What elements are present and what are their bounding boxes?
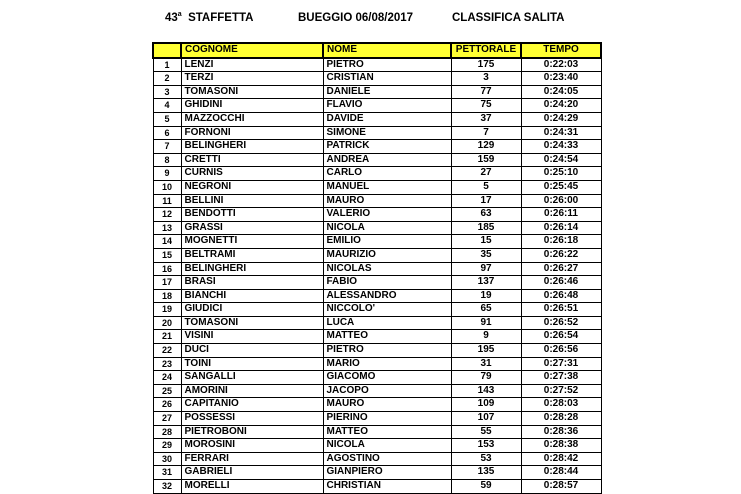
table-row	[153, 398, 601, 412]
tempo-cell: 0:28:57	[521, 480, 601, 494]
nome-cell: PIETRO	[323, 344, 451, 358]
cognome-cell: MORELLI	[181, 480, 323, 494]
table-row	[153, 221, 601, 235]
table-row	[153, 452, 601, 466]
tempo-header: TEMPO	[521, 43, 601, 58]
tempo-cell: 0:24:31	[521, 126, 601, 140]
results-table	[152, 42, 602, 494]
tempo-cell: 0:26:22	[521, 248, 601, 262]
tempo-cell: 0:26:00	[521, 194, 601, 208]
position-cell: 4	[153, 99, 181, 113]
position-cell: 32	[153, 480, 181, 494]
tempo-cell: 0:22:03	[521, 58, 601, 72]
position-cell: 22	[153, 344, 181, 358]
tempo-cell: 0:25:10	[521, 167, 601, 181]
tempo-cell: 0:24:54	[521, 153, 601, 167]
nome-cell: CARLO	[323, 167, 451, 181]
pettorale-cell: 7	[451, 126, 521, 140]
pettorale-cell: 109	[451, 398, 521, 412]
pettorale-cell: 35	[451, 248, 521, 262]
cognome-cell: CRETTI	[181, 153, 323, 167]
pettorale-cell: 15	[451, 235, 521, 249]
cognome-cell: PIETROBONI	[181, 425, 323, 439]
position-cell: 14	[153, 235, 181, 249]
tempo-cell: 0:26:56	[521, 344, 601, 358]
pettorale-header: PETTORALE	[451, 43, 521, 58]
cognome-cell: BELINGHERI	[181, 140, 323, 154]
pettorale-cell: 19	[451, 289, 521, 303]
table-row	[153, 384, 601, 398]
position-cell: 21	[153, 330, 181, 344]
position-cell: 28	[153, 425, 181, 439]
nome-cell: EMILIO	[323, 235, 451, 249]
position-cell: 10	[153, 180, 181, 194]
edition-number: 43	[165, 12, 178, 24]
results-sheet	[152, 42, 602, 494]
cognome-cell: CURNIS	[181, 167, 323, 181]
tempo-cell: 0:24:29	[521, 112, 601, 126]
pettorale-cell: 137	[451, 276, 521, 290]
pettorale-cell: 9	[451, 330, 521, 344]
position-cell: 25	[153, 384, 181, 398]
nome-header: NOME	[323, 43, 451, 58]
table-row	[153, 344, 601, 358]
position-header	[153, 43, 181, 58]
table-row	[153, 466, 601, 480]
cognome-cell: POSSESSI	[181, 412, 323, 426]
pettorale-cell: 31	[451, 357, 521, 371]
position-cell: 8	[153, 153, 181, 167]
table-row	[153, 357, 601, 371]
cognome-cell: BENDOTTI	[181, 208, 323, 222]
position-cell: 7	[153, 140, 181, 154]
table-row	[153, 439, 601, 453]
cognome-cell: MAZZOCCHI	[181, 112, 323, 126]
position-cell: 3	[153, 85, 181, 99]
pettorale-cell: 159	[451, 153, 521, 167]
pettorale-cell: 107	[451, 412, 521, 426]
position-cell: 9	[153, 167, 181, 181]
cognome-cell: AMORINI	[181, 384, 323, 398]
edition-word: STAFFETTA	[188, 12, 254, 24]
tempo-cell: 0:26:51	[521, 303, 601, 317]
tempo-cell: 0:23:40	[521, 72, 601, 86]
nome-cell: ALESSANDRO	[323, 289, 451, 303]
cognome-cell: FORNONI	[181, 126, 323, 140]
classification-title: CLASSIFICA SALITA	[452, 12, 565, 24]
edition-suffix: a	[177, 11, 182, 18]
position-cell: 19	[153, 303, 181, 317]
pettorale-cell: 153	[451, 439, 521, 453]
table-row	[153, 425, 601, 439]
tempo-cell: 0:28:36	[521, 425, 601, 439]
tempo-cell: 0:24:20	[521, 99, 601, 113]
cognome-cell: BELLINI	[181, 194, 323, 208]
nome-cell: MATTEO	[323, 425, 451, 439]
position-cell: 20	[153, 316, 181, 330]
nome-cell: AGOSTINO	[323, 452, 451, 466]
cognome-cell: GRASSI	[181, 221, 323, 235]
tempo-cell: 0:24:05	[521, 85, 601, 99]
pettorale-cell: 65	[451, 303, 521, 317]
position-cell: 27	[153, 412, 181, 426]
cognome-cell: GIUDICI	[181, 303, 323, 317]
position-cell: 12	[153, 208, 181, 222]
nome-cell: MAURIZIO	[323, 248, 451, 262]
pettorale-cell: 185	[451, 221, 521, 235]
table-row	[153, 112, 601, 126]
position-cell: 16	[153, 262, 181, 276]
pettorale-cell: 37	[451, 112, 521, 126]
cognome-cell: CAPITANIO	[181, 398, 323, 412]
cognome-cell: TERZI	[181, 72, 323, 86]
pettorale-cell: 195	[451, 344, 521, 358]
nome-cell: NICOLA	[323, 439, 451, 453]
pettorale-cell: 59	[451, 480, 521, 494]
position-cell: 17	[153, 276, 181, 290]
table-row	[153, 262, 601, 276]
cognome-cell: BELINGHERI	[181, 262, 323, 276]
cognome-cell: MOGNETTI	[181, 235, 323, 249]
cognome-cell: BRASI	[181, 276, 323, 290]
position-cell: 30	[153, 452, 181, 466]
cognome-cell: TOMASONI	[181, 316, 323, 330]
tempo-cell: 0:28:28	[521, 412, 601, 426]
cognome-cell: TOMASONI	[181, 85, 323, 99]
pettorale-cell: 135	[451, 466, 521, 480]
table-row	[153, 126, 601, 140]
nome-cell: PIERINO	[323, 412, 451, 426]
pettorale-cell: 75	[451, 99, 521, 113]
nome-cell: NICOLA	[323, 221, 451, 235]
nome-cell: LUCA	[323, 316, 451, 330]
cognome-cell: TOINI	[181, 357, 323, 371]
table-row	[153, 194, 601, 208]
nome-cell: MATTEO	[323, 330, 451, 344]
nome-cell: MAURO	[323, 398, 451, 412]
table-row	[153, 330, 601, 344]
nome-cell: MARIO	[323, 357, 451, 371]
nome-cell: GIACOMO	[323, 371, 451, 385]
tempo-cell: 0:25:45	[521, 180, 601, 194]
nome-cell: DAVIDE	[323, 112, 451, 126]
cognome-cell: BELTRAMI	[181, 248, 323, 262]
table-row	[153, 99, 601, 113]
cognome-cell: BIANCHI	[181, 289, 323, 303]
nome-cell: VALERIO	[323, 208, 451, 222]
cognome-cell: SANGALLI	[181, 371, 323, 385]
pettorale-cell: 53	[451, 452, 521, 466]
cognome-cell: GHIDINI	[181, 99, 323, 113]
table-row	[153, 316, 601, 330]
nome-cell: PIETRO	[323, 58, 451, 72]
tempo-cell: 0:24:33	[521, 140, 601, 154]
cognome-cell: DUCI	[181, 344, 323, 358]
cognome-cell: GABRIELI	[181, 466, 323, 480]
nome-cell: MAURO	[323, 194, 451, 208]
tempo-cell: 0:28:42	[521, 452, 601, 466]
table-row	[153, 303, 601, 317]
edition-title	[165, 12, 253, 24]
pettorale-cell: 77	[451, 85, 521, 99]
tempo-cell: 0:26:11	[521, 208, 601, 222]
tempo-cell: 0:28:03	[521, 398, 601, 412]
table-row	[153, 412, 601, 426]
tempo-cell: 0:27:38	[521, 371, 601, 385]
nome-cell: MANUEL	[323, 180, 451, 194]
pettorale-cell: 79	[451, 371, 521, 385]
table-row	[153, 235, 601, 249]
table-row	[153, 153, 601, 167]
nome-cell: NICOLAS	[323, 262, 451, 276]
tempo-cell: 0:27:52	[521, 384, 601, 398]
tempo-cell: 0:26:52	[521, 316, 601, 330]
table-row	[153, 276, 601, 290]
nome-cell: FLAVIO	[323, 99, 451, 113]
tempo-cell: 0:28:44	[521, 466, 601, 480]
cognome-cell: MOROSINI	[181, 439, 323, 453]
pettorale-cell: 55	[451, 425, 521, 439]
table-row	[153, 180, 601, 194]
pettorale-cell: 3	[451, 72, 521, 86]
tempo-cell: 0:27:31	[521, 357, 601, 371]
table-row	[153, 140, 601, 154]
position-cell: 13	[153, 221, 181, 235]
pettorale-cell: 63	[451, 208, 521, 222]
tempo-cell: 0:26:14	[521, 221, 601, 235]
tempo-cell: 0:26:54	[521, 330, 601, 344]
event-title: BUEGGIO 06/08/2017	[298, 12, 414, 24]
nome-cell: NICCOLO'	[323, 303, 451, 317]
position-cell: 24	[153, 371, 181, 385]
table-row	[153, 85, 601, 99]
position-cell: 15	[153, 248, 181, 262]
table-row	[153, 58, 601, 72]
cognome-header: COGNOME	[181, 43, 323, 58]
pettorale-cell: 143	[451, 384, 521, 398]
table-row	[153, 208, 601, 222]
position-cell: 18	[153, 289, 181, 303]
tempo-cell: 0:28:38	[521, 439, 601, 453]
nome-cell: DANIELE	[323, 85, 451, 99]
pettorale-cell: 27	[451, 167, 521, 181]
table-row	[153, 72, 601, 86]
cognome-cell: FERRARI	[181, 452, 323, 466]
nome-cell: CHRISTIAN	[323, 480, 451, 494]
tempo-cell: 0:26:18	[521, 235, 601, 249]
cognome-cell: NEGRONI	[181, 180, 323, 194]
tempo-cell: 0:26:46	[521, 276, 601, 290]
header-row	[153, 43, 601, 58]
position-cell: 1	[153, 58, 181, 72]
position-cell: 29	[153, 439, 181, 453]
nome-cell: PATRICK	[323, 140, 451, 154]
nome-cell: GIANPIERO	[323, 466, 451, 480]
position-cell: 23	[153, 357, 181, 371]
table-row	[153, 248, 601, 262]
position-cell: 6	[153, 126, 181, 140]
pettorale-cell: 175	[451, 58, 521, 72]
position-cell: 26	[153, 398, 181, 412]
pettorale-cell: 129	[451, 140, 521, 154]
tempo-cell: 0:26:48	[521, 289, 601, 303]
pettorale-cell: 5	[451, 180, 521, 194]
position-cell: 2	[153, 72, 181, 86]
table-row	[153, 167, 601, 181]
table-row	[153, 480, 601, 494]
nome-cell: JACOPO	[323, 384, 451, 398]
tempo-cell: 0:26:27	[521, 262, 601, 276]
cognome-cell: LENZI	[181, 58, 323, 72]
position-cell: 11	[153, 194, 181, 208]
nome-cell: ANDREA	[323, 153, 451, 167]
pettorale-cell: 17	[451, 194, 521, 208]
table-row	[153, 371, 601, 385]
position-cell: 5	[153, 112, 181, 126]
table-row	[153, 289, 601, 303]
pettorale-cell: 97	[451, 262, 521, 276]
nome-cell: CRISTIAN	[323, 72, 451, 86]
nome-cell: SIMONE	[323, 126, 451, 140]
cognome-cell: VISINI	[181, 330, 323, 344]
position-cell: 31	[153, 466, 181, 480]
nome-cell: FABIO	[323, 276, 451, 290]
pettorale-cell: 91	[451, 316, 521, 330]
